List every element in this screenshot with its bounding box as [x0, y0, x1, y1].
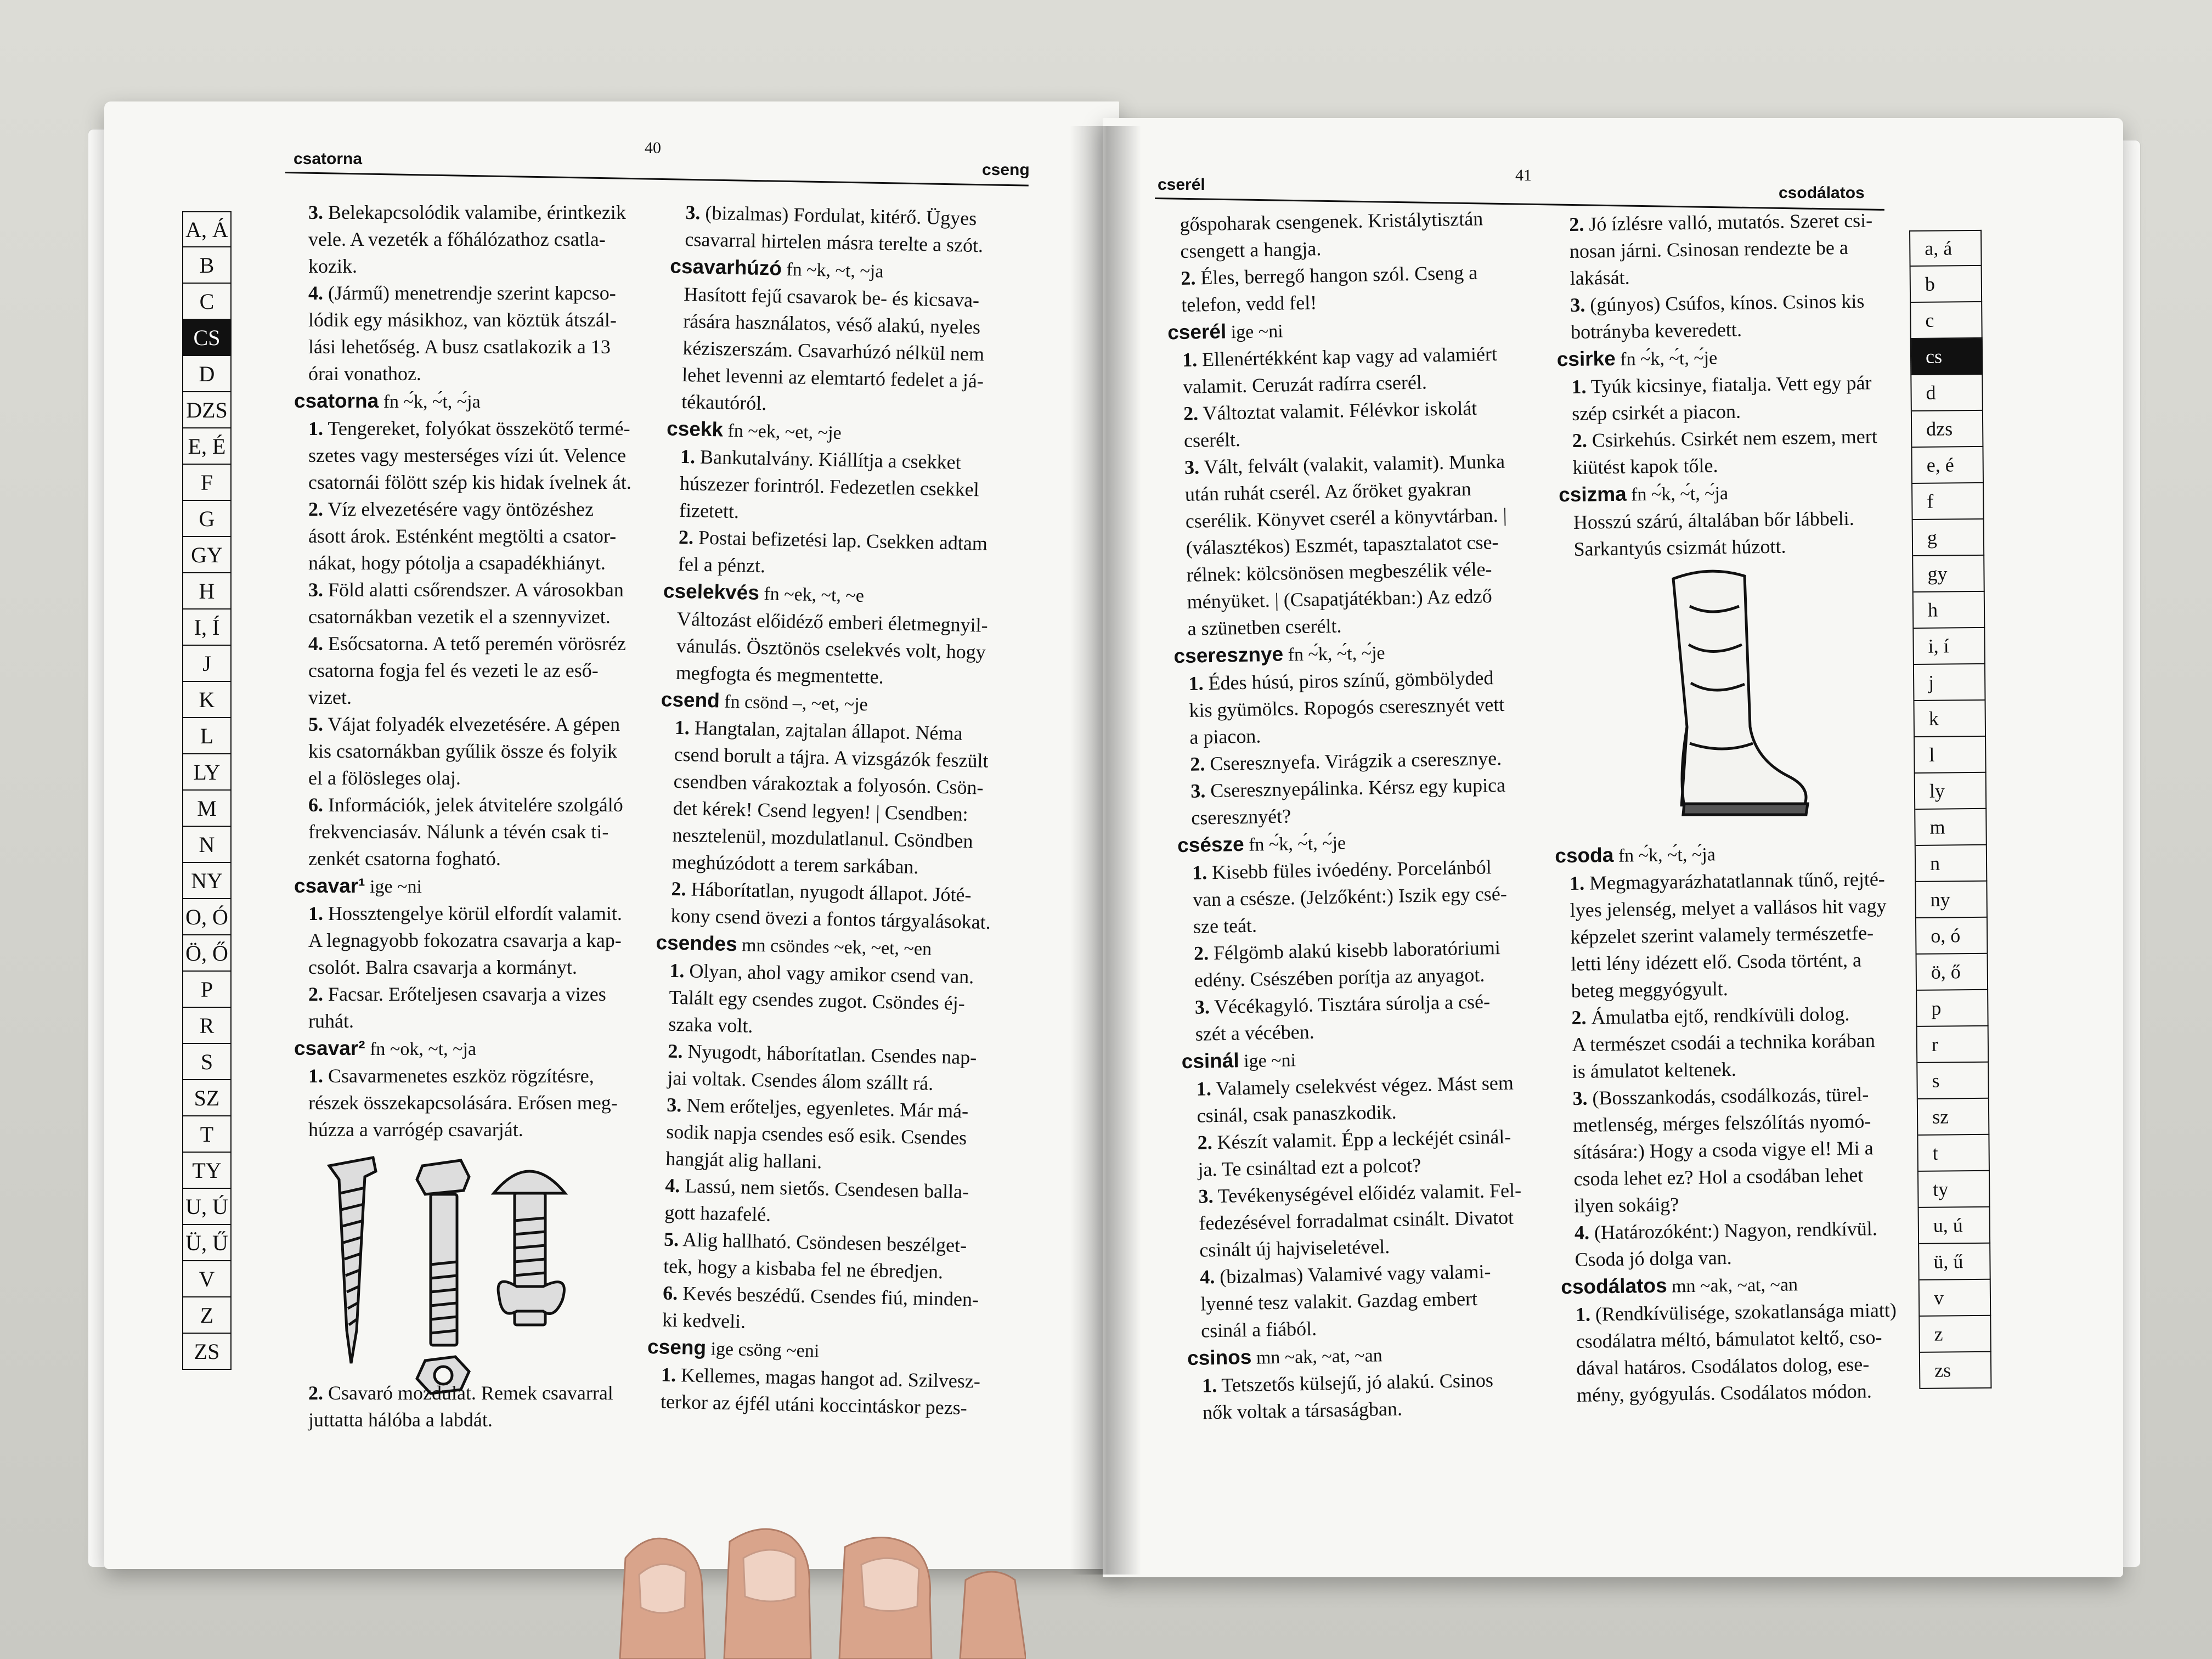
left-column-1-continued — [308, 1380, 659, 1434]
dictionary-line: csatorna fogja fel és vezeti le az eső- — [308, 659, 599, 681]
dictionary-line: csengett a hangja. — [1180, 238, 1322, 262]
dictionary-line: 5. Vájat folyadék elvezetésére. A gépen — [308, 713, 620, 735]
dictionary-headword-line: csatorna fn ~́k, ~́t, ~́ja — [294, 390, 481, 412]
alphabet-tab: K — [183, 682, 232, 718]
dictionary-line: ményüket. | (Csapatjátékban:) Az edző — [1187, 585, 1492, 613]
alphabet-tab: v — [1920, 1280, 1991, 1317]
dictionary-line: kéziszerszám. Csavarhúzó nélkül nem — [682, 336, 985, 365]
alphabet-tab: ny — [1916, 882, 1988, 918]
dictionary-headword-line: cselekvés fn ~ek, ~t, ~e — [663, 579, 865, 606]
dictionary-line: a piacon. — [1189, 725, 1261, 748]
alphabet-tab: a, á — [1910, 230, 1982, 267]
alphabet-tab: u, ú — [1919, 1207, 1991, 1244]
alphabet-tab: j — [1914, 664, 1986, 701]
dictionary-line: Sarkantyús csizmát húzott. — [1573, 535, 1786, 560]
dictionary-line: csinál a fiából. — [1200, 1317, 1317, 1342]
dictionary-line: valamit. Ceruzát radírra cserél. — [1182, 371, 1427, 398]
alphabet-tab: P — [183, 972, 232, 1008]
alphabet-tab: h — [1914, 592, 1985, 629]
dictionary-headword-line: csodálatos mn ~ak, ~at, ~an — [1561, 1274, 1798, 1299]
alphabet-tab: l — [1915, 737, 1987, 774]
dictionary-line: húzza a varrógép csavarját. — [308, 1119, 523, 1141]
dictionary-line: 4. Lassú, nem sietős. Csendesen balla- — [664, 1174, 969, 1203]
alphabet-tab: SZ — [183, 1080, 232, 1116]
dictionary-line: 2. Változtat valamit. Félévkor iskolát — [1183, 397, 1477, 425]
dictionary-headword-line: csinos mn ~ak, ~at, ~an — [1187, 1345, 1383, 1370]
dictionary-line: rására használatos, véső alakú, nyeles — [682, 309, 981, 338]
alphabet-tab: TY — [183, 1153, 232, 1189]
dictionary-line: 2. Postai befizetési lap. Csekken adtam — [678, 526, 988, 555]
dictionary-line: lási lehetőség. A busz csatlakozik a 13 — [308, 336, 611, 358]
dictionary-line: fedezésével forradalmat csinált. Divatot — [1199, 1206, 1514, 1234]
alphabet-tab: ty — [1918, 1171, 1990, 1208]
left-page-number: 40 — [645, 139, 661, 157]
dictionary-line: 1. Kisebb füles ivóedény. Porcelánból — [1192, 856, 1492, 884]
dictionary-line: edény. Csészében porítja az anyagot. — [1194, 963, 1485, 991]
alphabet-tab: d — [1911, 375, 1983, 411]
dictionary-line: 4. (bizalmas) Valamivé vagy valami- — [1199, 1260, 1491, 1288]
dictionary-line: telefon, vedd fel! — [1181, 291, 1317, 316]
dictionary-line: meghúzódott a terem sarkában. — [672, 850, 919, 878]
alphabet-tab: B — [183, 247, 232, 284]
dictionary-headword-line: csésze fn ~́k, ~́t, ~́je — [1177, 832, 1346, 857]
dictionary-line: csendben várakoztak a folyosón. Csön- — [673, 770, 984, 799]
right-page — [1103, 118, 2123, 1577]
dictionary-line: 2. Jó ízlésre valló, mutatós. Szeret csi- — [1569, 209, 1873, 235]
dictionary-line: letti lény idézett elő. Csoda történt, a — [1570, 949, 1862, 975]
dictionary-line: ja. Te csináltad ezt a polcot? — [1198, 1154, 1421, 1181]
dictionary-line: csolót. Balra csavarja a kormányt. — [308, 956, 577, 978]
dictionary-line: csinált új hajviseletével. — [1199, 1235, 1390, 1261]
alphabet-tab: I, Í — [183, 610, 232, 646]
dictionary-line: szetes vagy mesterséges vízi út. Velence — [308, 444, 627, 466]
alphabet-tab: U, Ú — [183, 1189, 232, 1225]
dictionary-line: nákat, hogy pótolja a csapadékhiányt. — [308, 552, 606, 574]
dictionary-line: beteg meggyógyult. — [1571, 977, 1728, 1002]
dictionary-line: 2. Készít valamit. Épp a leckéjét csinál- — [1197, 1125, 1511, 1154]
alphabet-tab: C — [183, 284, 232, 320]
dictionary-line: 3. Cseresznyepálinka. Kérsz egy kupica — [1190, 774, 1506, 802]
dictionary-line: ilyen sokáig? — [1573, 1193, 1679, 1217]
dictionary-line: cseresznyét? — [1190, 805, 1291, 829]
dictionary-line: 1. Valamely cselekvést végez. Mást sem — [1196, 1071, 1514, 1100]
alphabet-tab: z — [1920, 1316, 1991, 1353]
alphabet-tab: A, Á — [183, 211, 232, 247]
dictionary-line: csavarral hirtelen másra terelte a szót. — [685, 228, 984, 257]
dictionary-line: 3. (gúnyos) Csúfos, kínos. Csinos kis — [1570, 290, 1865, 316]
dictionary-line: nosan járni. Csinosan rendezte be a — [1569, 236, 1849, 262]
alphabet-tab: n — [1916, 845, 1988, 882]
alphabet-tab: NY — [183, 863, 232, 899]
dictionary-line: csatornái fölött szép kis hidak ívelnek át. — [308, 471, 631, 493]
dictionary-line: 1. Megmagyarázhatatlannak tűnő, rejté- — [1569, 867, 1886, 894]
dictionary-line: 4. Esőcsatorna. A tető peremén vörösréz — [308, 633, 626, 654]
dictionary-headword-line: csavarhúzó fn ~k, ~t, ~ja — [670, 255, 884, 282]
dictionary-line: csatornákban vezetik el a szennyvizet. — [308, 606, 611, 628]
dictionary-line: juttatta hálóba a labdát. — [308, 1409, 493, 1431]
dictionary-line: 3. Vált, felvált (valakit, valamit). Munka — [1184, 450, 1505, 478]
right-column-2 — [1556, 206, 1914, 563]
dictionary-line: 2. Félgömb alakú kisebb laboratóriumi — [1193, 936, 1501, 964]
dictionary-headword-line: csendes mn csöndes ~ek, ~et, ~en — [656, 931, 932, 960]
alphabet-tab: f — [1912, 483, 1984, 520]
dictionary-line: (választékos) Eszmét, tapasztalatot cse- — [1186, 531, 1499, 559]
alphabet-tab: r — [1917, 1026, 1989, 1063]
dictionary-headword-line: csizma fn ~́k, ~́t, ~́ja — [1558, 482, 1729, 506]
boot-illustration — [1657, 562, 1816, 820]
alphabet-tab: Z — [183, 1297, 232, 1334]
dictionary-headword-line: cseng ige csöng ~eni — [647, 1335, 820, 1362]
dictionary-line: zenkét csatorna fogható. — [308, 848, 501, 870]
alphabet-tab: Ü, Ű — [183, 1225, 232, 1261]
dictionary-line: rélnek: kölcsönösen megbeszélik véle- — [1186, 558, 1492, 586]
dictionary-line: hangját alig hallani. — [665, 1147, 822, 1173]
dictionary-line: csend borult a tájra. A vizsgázók feszült — [674, 743, 989, 772]
dictionary-line: ruhát. — [308, 1010, 354, 1032]
dictionary-line: gőspoharak csengenek. Kristálytisztán — [1180, 207, 1483, 235]
dictionary-line: ki kedveli. — [662, 1308, 746, 1333]
right-alphabet-tabs — [1909, 230, 1991, 1389]
alphabet-tab: H — [183, 573, 232, 610]
dictionary-line: vánulás. Ösztönös cselekvés volt, hogy — [676, 634, 986, 663]
dictionary-line: 6. Kevés beszédű. Csendes fiú, minden- — [662, 1282, 979, 1311]
dictionary-line: is ámulatot keltenek. — [1572, 1058, 1737, 1082]
alphabet-tab: Ö, Ő — [183, 935, 232, 972]
alphabet-tab: G — [183, 501, 232, 537]
dictionary-line: 2. Facsar. Erőteljesen csavarja a vizes — [308, 983, 606, 1005]
left-column-2 — [647, 199, 1048, 1423]
right-column-1 — [1167, 204, 1576, 1426]
alphabet-tab: CS — [183, 320, 232, 356]
alphabet-tab: N — [183, 827, 232, 863]
dictionary-line: frekvenciasáv. Nálunk a tévén csak ti- — [308, 821, 609, 843]
alphabet-tab: F — [183, 465, 232, 501]
alphabet-tab: i, í — [1914, 628, 1985, 665]
alphabet-tab: zs — [1920, 1352, 1992, 1389]
dictionary-line: terkor az éjfél utáni koccintáskor pezs- — [660, 1390, 968, 1419]
dictionary-line: csodálatra méltó, bámulatot keltő, cso- — [1576, 1326, 1882, 1352]
dictionary-line: 2. Ámulatba ejtő, rendkívüli dolog. — [1571, 1002, 1850, 1029]
dictionary-line: 3. (bizalmas) Fordulat, kitérő. Ügyes — [685, 201, 977, 230]
alphabet-tab: cs — [1911, 338, 1983, 375]
dictionary-line: 3. Vécékagyló. Tisztára súrolja a csé- — [1194, 990, 1491, 1018]
dictionary-line: A természet csodái a technika korában — [1571, 1029, 1876, 1056]
dictionary-line: 2. Nyugodt, háborítatlan. Csendes nap- — [668, 1040, 977, 1069]
left-page — [104, 101, 1119, 1569]
holding-fingers — [609, 1481, 1026, 1659]
dictionary-line: 1. (Rendkívülisége, szokatlansága miatt) — [1575, 1299, 1897, 1325]
alphabet-tab: T — [183, 1116, 232, 1153]
alphabet-tab: E, É — [183, 428, 232, 465]
dictionary-line: 4. (Jármű) menetrendje szerint kapcso- — [308, 282, 616, 304]
dictionary-line: 3. Belekapcsolódik valamibe, érintkezik — [308, 201, 626, 223]
dictionary-line: dával határos. Csodálatos dolog, ese- — [1576, 1353, 1870, 1379]
alphabet-tab: R — [183, 1008, 232, 1044]
left-running-head: csatorna — [294, 150, 363, 168]
dictionary-line: cserélik. Könyvet cserél a könyvtárban. | — [1185, 504, 1508, 532]
dictionary-line: 1. Kellemes, magas hangot ad. Szilvesz- — [661, 1363, 981, 1392]
dictionary-line: jai voltak. Csendes álom szállt rá. — [667, 1066, 934, 1094]
dictionary-line: det kérek! Csend legyen! | Csendben: — [673, 797, 969, 826]
dictionary-line: kis gyümölcs. Ropogós cseresznyét vett — [1189, 693, 1505, 721]
alphabet-tab: c — [1911, 302, 1983, 339]
alphabet-tab: LY — [183, 754, 232, 791]
alphabet-tab: k — [1914, 701, 1986, 737]
dictionary-line: 1. Ellenértékként kap vagy ad valamiért — [1182, 342, 1498, 371]
dictionary-line: Talált egy csendes zugot. Csöndes éj- — [669, 986, 966, 1014]
dictionary-line: botrányba keveredett. — [1570, 318, 1742, 343]
dictionary-line: lyes jelenség, melyet a vallásos hit vagy — [1570, 894, 1887, 921]
dictionary-line: nők voltak a társaságban. — [1202, 1397, 1403, 1424]
dictionary-line: 4. (Határozóként:) Nagyon, rendkívül. — [1574, 1217, 1878, 1244]
dictionary-line: 6. Információk, jelek átvitelére szolgáló — [308, 794, 623, 816]
alphabet-tab: S — [183, 1044, 232, 1080]
dictionary-headword-line: csend fn csönd –, ~et, ~je — [661, 688, 868, 715]
alphabet-tab: g — [1913, 520, 1985, 556]
dictionary-line: el a fölösleges olaj. — [308, 767, 461, 789]
dictionary-line: 1. Csavarmenetes eszköz rögzítésre, — [308, 1065, 594, 1087]
dictionary-line: nesztelenül, mozdulatlanul. Csöndben — [672, 823, 973, 853]
dictionary-line: kiütést kapok tőle. — [1572, 454, 1718, 478]
dictionary-line: kony csend övezi a fontos tárgyalásokat. — [670, 904, 991, 933]
alphabet-tab: M — [183, 791, 232, 827]
dictionary-line: lódik egy másikhoz, van köztük átszál- — [308, 309, 617, 331]
dictionary-line: 1. Tetszetős külsejű, jó alakú. Csinos — [1201, 1369, 1494, 1397]
alphabet-tab: dzs — [1912, 411, 1984, 448]
alphabet-tab: O, Ó — [183, 899, 232, 935]
dictionary-line: sítására:) Hogy a csoda vigye el! Mi a — [1573, 1137, 1874, 1163]
dictionary-line: 5. Alig hallható. Csöndesen beszélget- — [663, 1228, 967, 1257]
dictionary-line: sze teát. — [1193, 914, 1257, 938]
dictionary-line: fel a pénzt. — [678, 552, 766, 577]
dictionary-line: lyenné tesz valakit. Gazdag embert — [1200, 1287, 1478, 1315]
left-column-1 — [294, 199, 659, 1143]
dictionary-line: megfogta és megmentette. — [675, 661, 884, 688]
dictionary-line: 1. Hangtalan, zajtalan állapot. Néma — [674, 716, 963, 744]
dictionary-line: húszezer forintról. Fedezetlen csekkel — [679, 472, 980, 501]
dictionary-line: ásott árok. Esténként megtölti a csator- — [308, 525, 617, 547]
dictionary-line: mény, gyógyulás. Csodálatos módon. — [1576, 1380, 1872, 1406]
alphabet-tab: sz — [1918, 1099, 1990, 1136]
dictionary-line: kis csatornákban gyűlik össze és folyik — [308, 740, 617, 762]
dictionary-line: képzelet szerint valamely természetfe- — [1570, 922, 1874, 948]
alphabet-tab: gy — [1913, 556, 1985, 592]
dictionary-headword-line: cserél ige ~ni — [1167, 320, 1283, 344]
right-running-head: cserél — [1158, 176, 1205, 194]
dictionary-line: 2. Éles, berregő hangon szól. Cseng a — [1180, 261, 1478, 289]
dictionary-line: Változást előidéző emberi életmegnyil- — [676, 607, 989, 636]
alphabet-tab: D — [183, 356, 232, 392]
dictionary-line: 2. Háborítatlan, nyugodt állapot. Jóté- — [671, 877, 972, 906]
alphabet-tab: p — [1917, 990, 1989, 1027]
dictionary-line: 2. Cseresznyefa. Virágzik a cseresznye. — [1189, 747, 1502, 775]
dictionary-line: részek összekapcsolására. Erősen meg- — [308, 1092, 618, 1114]
dictionary-line: 2. Víz elvezetésére vagy öntözéshez — [308, 498, 594, 520]
dictionary-line: 1. Édes húsú, piros színű, gömbölyded — [1188, 667, 1494, 695]
alphabet-tab: ly — [1915, 773, 1987, 810]
dictionary-line: metlenség, mérges felszólítás nyomó- — [1572, 1110, 1871, 1136]
dictionary-line: lakását. — [1570, 266, 1630, 289]
dictionary-line: csinál, csak panaszkodik. — [1197, 1101, 1397, 1127]
dictionary-line: szét a vécében. — [1195, 1020, 1315, 1045]
left-running-head-right: cseng — [982, 161, 1030, 179]
dictionary-line: lehet levenni az elemtartó fedelet a já- — [681, 363, 984, 392]
dictionary-headword-line: csoda fn ~́k, ~́t, ~́ja — [1555, 843, 1716, 867]
alphabet-tab: ü, ű — [1919, 1244, 1991, 1280]
dictionary-line: 3. (Bosszankodás, csodálkozás, türel- — [1572, 1083, 1869, 1109]
alphabet-tab: s — [1917, 1063, 1989, 1099]
dictionary-headword-line: csinál ige ~ni — [1181, 1049, 1296, 1073]
dictionary-line: órai vonathoz. — [308, 363, 421, 385]
dictionary-line: Hasított fejű csavarok be- és kicsava- — [683, 283, 980, 312]
dictionary-headword-line: csekk fn ~ek, ~et, ~je — [666, 417, 842, 444]
dictionary-line: kozik. — [308, 255, 357, 277]
dictionary-headword-line: csavar¹ ige ~ni — [294, 874, 422, 897]
dictionary-line: után ruhát cserél. Az őröket gyakran — [1184, 477, 1471, 505]
dictionary-line: gott hazafelé. — [664, 1201, 771, 1226]
left-header-rule — [285, 172, 1029, 187]
dictionary-line: Csoda jó dolga van. — [1575, 1246, 1732, 1271]
alphabet-tab: J — [183, 646, 232, 682]
alphabet-tab: e, é — [1912, 447, 1984, 484]
alphabet-tab: GY — [183, 537, 232, 573]
dictionary-line: A legnagyobb fokozatra csavarja a kap- — [308, 929, 622, 951]
dictionary-line: 2. Csirkehús. Csirkét nem eszem, mert — [1572, 425, 1877, 452]
dictionary-line: cserélt. — [1183, 428, 1241, 452]
dictionary-line: 3. Föld alatti csőrendszer. A városokban — [308, 579, 624, 601]
dictionary-line: tékautóról. — [681, 390, 767, 415]
dictionary-line: 2. Csavaró mozdulat. Remek csavarral — [308, 1382, 613, 1404]
alphabet-tab: L — [183, 718, 232, 754]
dictionary-line: fizetett. — [679, 499, 740, 523]
dictionary-line: vizet. — [308, 686, 352, 708]
left-alphabet-tabs — [182, 211, 232, 1370]
dictionary-line: csoda lehet ez? Hol a csodában lehet — [1573, 1164, 1864, 1190]
dictionary-line: sodik napja csendes eső esik. Csendes — [665, 1120, 967, 1149]
alphabet-tab: o, ó — [1916, 918, 1988, 955]
right-column-2-continued — [1555, 837, 1928, 1409]
dictionary-line: 1. Tengereket, folyókat összekötő termé- — [308, 417, 630, 439]
alphabet-tab: m — [1915, 809, 1987, 846]
alphabet-tab: V — [183, 1261, 232, 1297]
dictionary-line: 3. Nem erőteljes, egyenletes. Már má- — [667, 1093, 969, 1122]
dictionary-headword-line: csirke fn ~́k, ~́t, ~́je — [1556, 347, 1718, 371]
dictionary-line: a szünetben cserélt. — [1187, 614, 1342, 640]
dictionary-line: vele. A vezeték a főhálózathoz csatla- — [308, 228, 606, 250]
dictionary-line: 3. Tevékenységével előidéz valamit. Fel- — [1198, 1179, 1522, 1207]
dictionary-line: szép csirkét a piacon. — [1571, 400, 1741, 425]
dictionary-line: tek, hogy a kisbaba fel ne ébredjen. — [663, 1255, 944, 1283]
dictionary-line: szaka volt. — [668, 1013, 753, 1037]
dictionary-line: 1. Bankutalvány. Kiállítja a csekket — [680, 445, 962, 473]
dictionary-line: Hosszú szárú, általában bőr lábbeli. — [1573, 507, 1854, 533]
right-running-head-right: csodálatos — [1779, 184, 1865, 202]
alphabet-tab: ö, ő — [1917, 954, 1989, 991]
alphabet-tab: ZS — [183, 1334, 232, 1370]
dictionary-headword-line: csavar² fn ~ok, ~t, ~ja — [294, 1037, 477, 1059]
alphabet-tab: b — [1911, 266, 1983, 303]
dictionary-line: 1. Tyúk kicsinye, fiatalja. Vett egy pár — [1571, 371, 1872, 398]
right-page-number: 41 — [1515, 166, 1532, 184]
dictionary-line: 1. Hossztengelye körül elfordít valamit. — [308, 902, 622, 924]
dictionary-line: 1. Olyan, ahol vagy amikor csend van. — [669, 959, 974, 988]
dictionary-headword-line: cseresznye fn ~́k, ~́t, ~́je — [1173, 642, 1385, 668]
alphabet-tab: DZS — [183, 392, 232, 428]
alphabet-tab: t — [1918, 1135, 1990, 1172]
dictionary-line: van a csésze. (Jelzőként:) Iszik egy csé- — [1192, 882, 1508, 911]
